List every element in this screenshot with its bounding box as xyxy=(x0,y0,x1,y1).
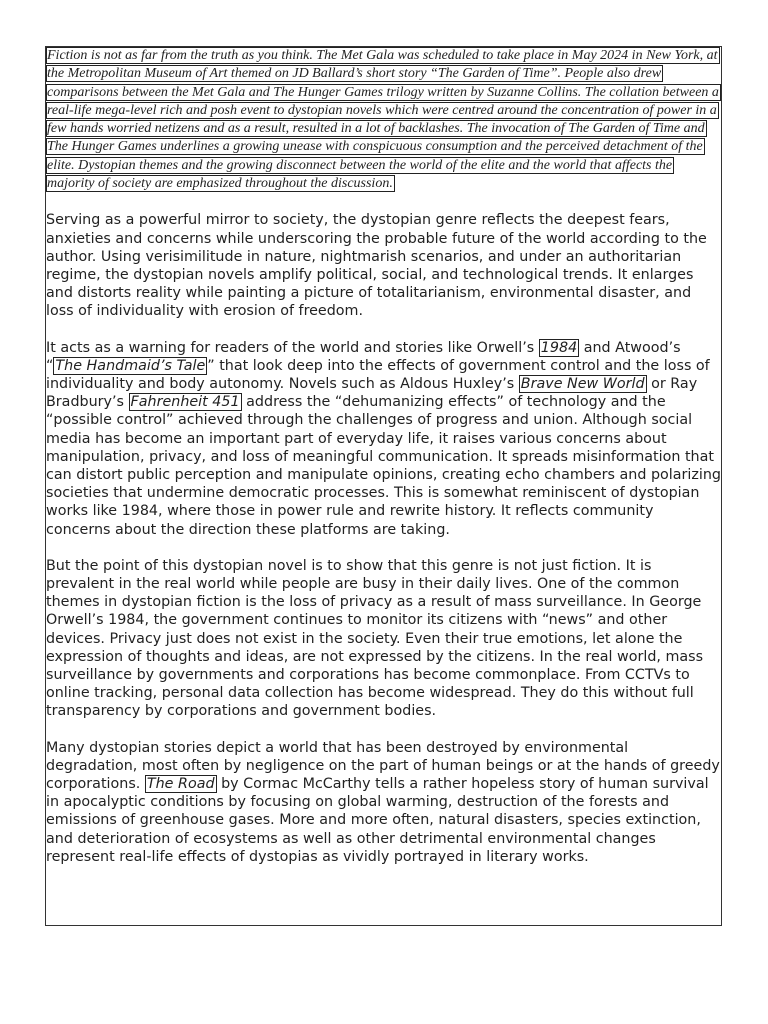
intro-text: Fiction is not as far from the truth as you think. The Met Gala was scheduled to take place in May 2024 in New York, at the Metropolitan Museum of Art themed on JD Ballard’s short story “The Garden of Time”. People also drew comparisons between the Met Gala and The Hunger Games trilogy written by Suzanne Collins. The collation between a real-life mega-level rich and posh event to dystopian novels which were centred around the concentration of power in a few hands worried netizens and as a result, resulted in a lot of backlashes. The invocation of The Garden of Time and The Hunger Games underlines a growing unease with conspicuous consumption and the perceived detachment of the elite. Dystopian themes and the growing disconnect between the world of the elite and the world that affects the majority of society are emphasized throughout the discussion. xyxy=(47,48,719,192)
paragraph-environment xyxy=(46,739,721,866)
text-run: or Ray Bradbury’s xyxy=(46,376,698,411)
text-run: Many dystopian stories depict a world that has been destroyed by environmental degradation, most often by negligence on the part of human beings or at the hands of greedy corporations. xyxy=(46,739,720,793)
paragraph-warning xyxy=(46,339,721,539)
text-run: by Cormac McCarthy tells a rather hopeless story of human survival in apocalyptic conditions by focusing on global warming, destruction of the forests and emissions of greenhouse gases. More and more often, natural disasters, species extinction, and deterioration of ecosystems as well as other detrimental environmental changes represent real-life effects of dystopias as vividly portrayed in literary works. xyxy=(46,776,709,865)
article-page xyxy=(45,46,722,926)
book-title-1984: 1984 xyxy=(540,339,578,356)
paragraph-gap xyxy=(46,321,721,339)
text-run: It acts as a warning for readers of the world and stories like Orwell’s xyxy=(46,339,539,356)
book-title-handmaids-tale: The Handmaid’s Tale xyxy=(55,357,206,374)
book-title-brave-new-world: Brave New World xyxy=(520,376,645,392)
paragraph-gap xyxy=(46,193,721,211)
paragraph-gap xyxy=(46,721,721,739)
paragraph-surveillance: But the point of this dystopian novel is to show that this genre is not just fiction. It is prevalent in the real world while people are busy in their daily lives. One of the common themes in dystopian fiction is the loss of privacy as a result of mass surveillance. In George Orwell’s 1984, the government continues to monitor its citizens with “news” and other devices. Privacy just does not exist in the society. Even their true emotions, let alone the expression of thoughts and ideas, are not expressed by the citizens. In the real world, mass surveillance by governments and corporations has become commonplace. From CCTVs to online tracking, personal data collection has become widespread. They do this without full transparency by corporations and government bodies. xyxy=(46,557,704,720)
text-run: and Atwood’s “ xyxy=(46,339,681,374)
paragraph-mirror: Serving as a powerful mirror to society, the dystopian genre reflects the deepest fears, anxieties and concerns while underscoring the probable future of the world according to the author. Using verisimilitude in nature, nightmarish scenarios, and under an authoritarian regime, the dystopian novels amplify political, social, and technological trends. It enlarges and distorts reality while painting a picture of totalitarianism, environmental disaster, and loss of individuality with erosion of freedom. xyxy=(46,212,707,320)
text-run: ” that look deep into the effects of government control and the loss of individuality and body autonomy. Novels such as Aldous Huxley’s xyxy=(46,357,710,392)
paragraph-gap xyxy=(46,539,721,557)
text-run: address the “dehumanizing effects” of technology and the “possible control” achieved through the challenges of progress and union. Although social media has become an important part of everyday life, it raises various concerns about manipulation, privacy, and loss of meaningful communication. It spreads misinformation that can distort public perception and manipulate opinions, creating echo chambers and polarizing societies that undermine democratic processes. This is somewhat reminiscent of dystopian works like 1984, where those in power rule and rewrite history. It reflects community concerns about the direction these platforms are taking. xyxy=(46,394,721,538)
book-title-fahrenheit-451: Fahrenheit 451 xyxy=(130,394,240,411)
intro-paragraph xyxy=(46,47,721,193)
book-title-the-road: The Road xyxy=(146,776,215,793)
